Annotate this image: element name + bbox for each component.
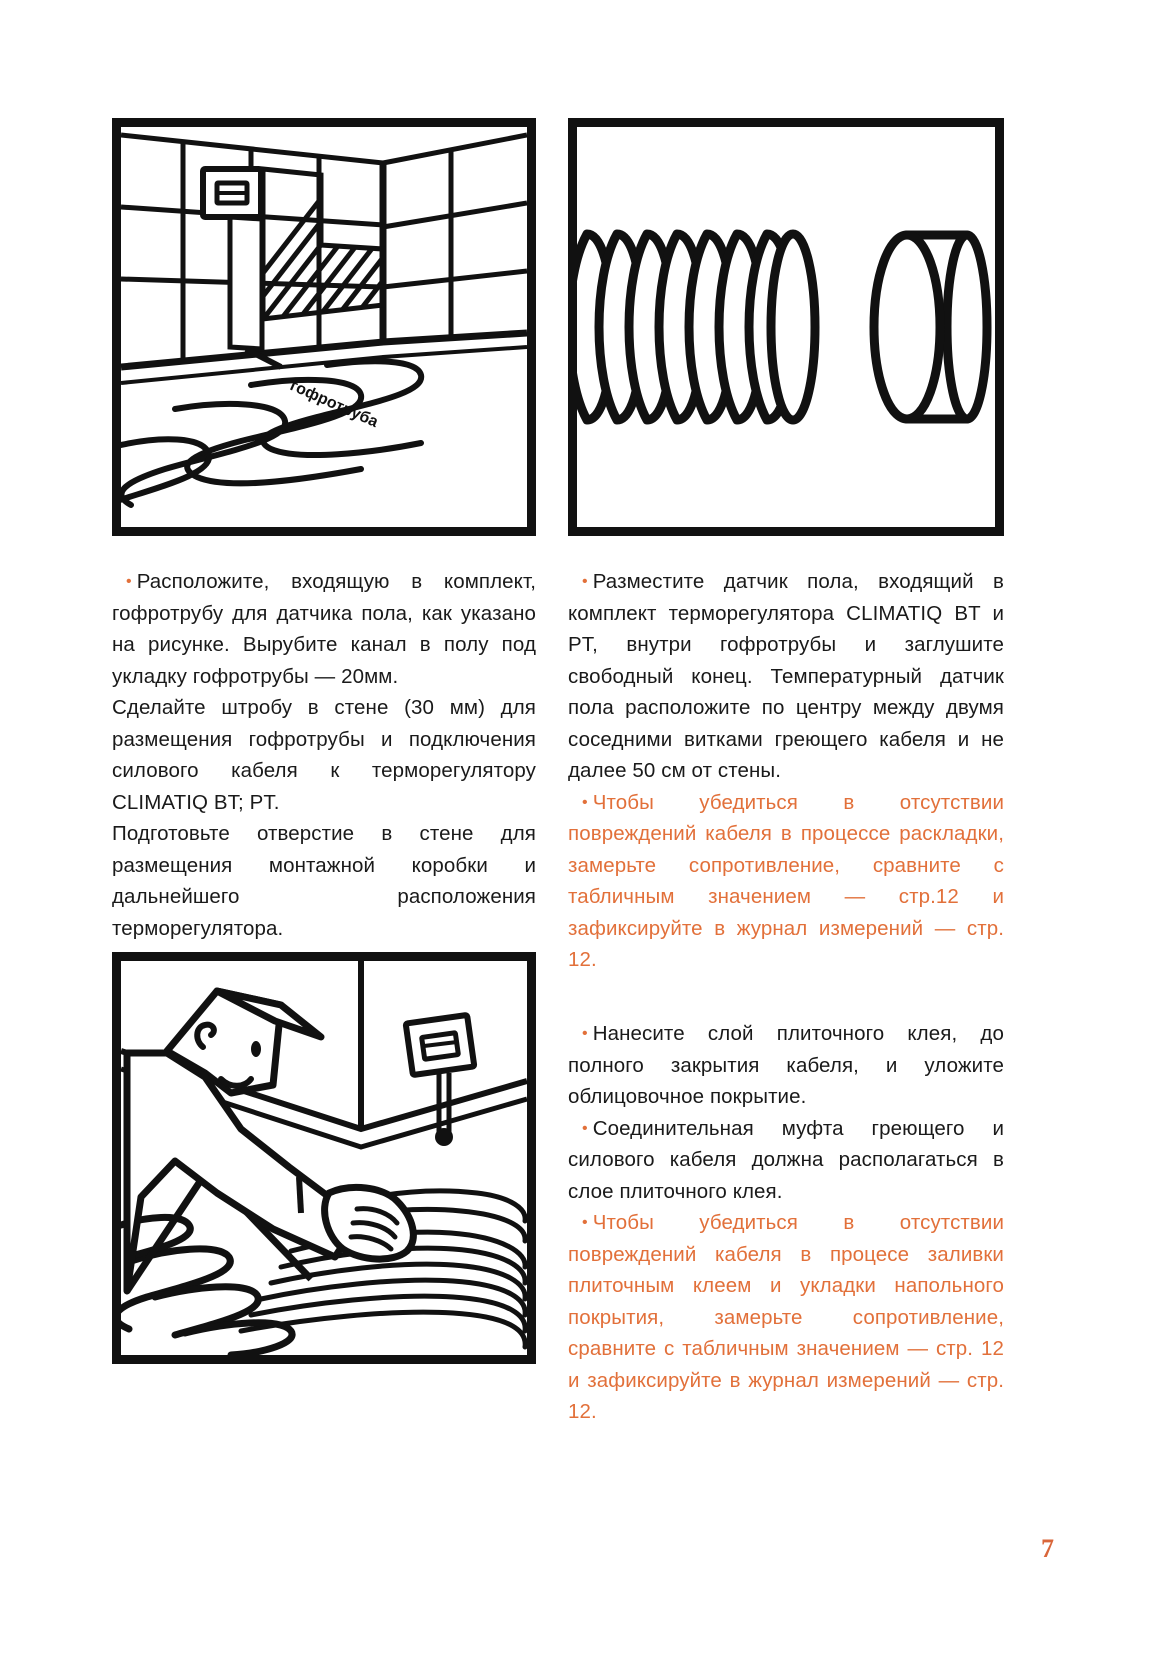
bullet-icon: • [582, 1025, 588, 1042]
bullet-icon: • [582, 793, 588, 811]
corrugated-tube-with-plug-illustration [568, 118, 1004, 536]
paragraph-place-pipe [112, 566, 536, 692]
paragraph-text: Расположите, входящую в комплект, гофротрубу для датчика пола, как указано на рисунке. Вырубите канал в полу под укладку гофротрубы — 20мм. [112, 570, 536, 688]
paragraph-coupling-sleeve [568, 1113, 1004, 1208]
installer-laying-tile-adhesive-illustration [112, 952, 536, 1364]
paragraph-warning-resistance-layout [568, 787, 1004, 976]
bullet-icon: • [582, 1119, 588, 1137]
page-number: 7 [1041, 1534, 1054, 1563]
right-top-text-column [568, 566, 1004, 976]
paragraph-text: Подготовьте отверстие в стене для размещения монтажной коробки и дальнейшего расположения терморегулятора. [112, 822, 536, 940]
bullet-icon: • [582, 1214, 588, 1231]
paragraph-text: Чтобы убедиться в отсутствии повреждений кабеля в процессе раскладки, замерьте сопротивление, сравните с табличным значением — стр.12 и зафиксируйте в журнал измерений — стр. 12. [568, 790, 1004, 971]
paragraph-tile-adhesive [568, 1018, 1004, 1113]
paragraph-text: Чтобы убедиться в отсутствии повреждений кабеля в процесе заливки плиточным клеем и укладки напольного покрытия, замерьте сопротивление, сравните с табличным значением — стр. 12 и зафиксируйте в журнал измерений — стр. 12. [568, 1211, 1004, 1423]
paragraph-warning-resistance-pouring [568, 1207, 1004, 1428]
paragraph-text: Нанесите слой плиточного клея, до полного закрытия кабеля, и уложите облицовочное покрытие. [568, 1022, 1004, 1108]
paragraph-place-sensor [568, 566, 1004, 787]
paragraph-wall-chase [112, 692, 536, 818]
bullet-icon: • [582, 573, 588, 590]
bullet-icon: • [126, 573, 132, 590]
left-text-column [112, 566, 536, 944]
svg-text:гофротруба: гофротруба [287, 377, 381, 432]
paragraph-text: Соединительная муфта греющего и силового кабеля должна располагаться в слое плиточного клея. [568, 1116, 1004, 1203]
right-bottom-text-column [568, 1018, 1004, 1428]
paragraph-wall-hole [112, 818, 536, 944]
floor-with-corrugated-pipe-illustration [112, 118, 536, 536]
paragraph-text: Сделайте штробу в стене (30 мм) для размещения гофротрубы и подключения силового кабеля к терморегулятору CLIMATIQ BT; PT. [112, 696, 536, 814]
paragraph-text: Разместите датчик пола, входящий в комплект терморегулятора CLIMATIQ BT и PT, внутри гофротрубы и заглушите свободный конец. Температурный датчик пола расположите по центру между двумя соседними витками греющего кабеля и не далее 50 см от стены. [568, 570, 1004, 782]
